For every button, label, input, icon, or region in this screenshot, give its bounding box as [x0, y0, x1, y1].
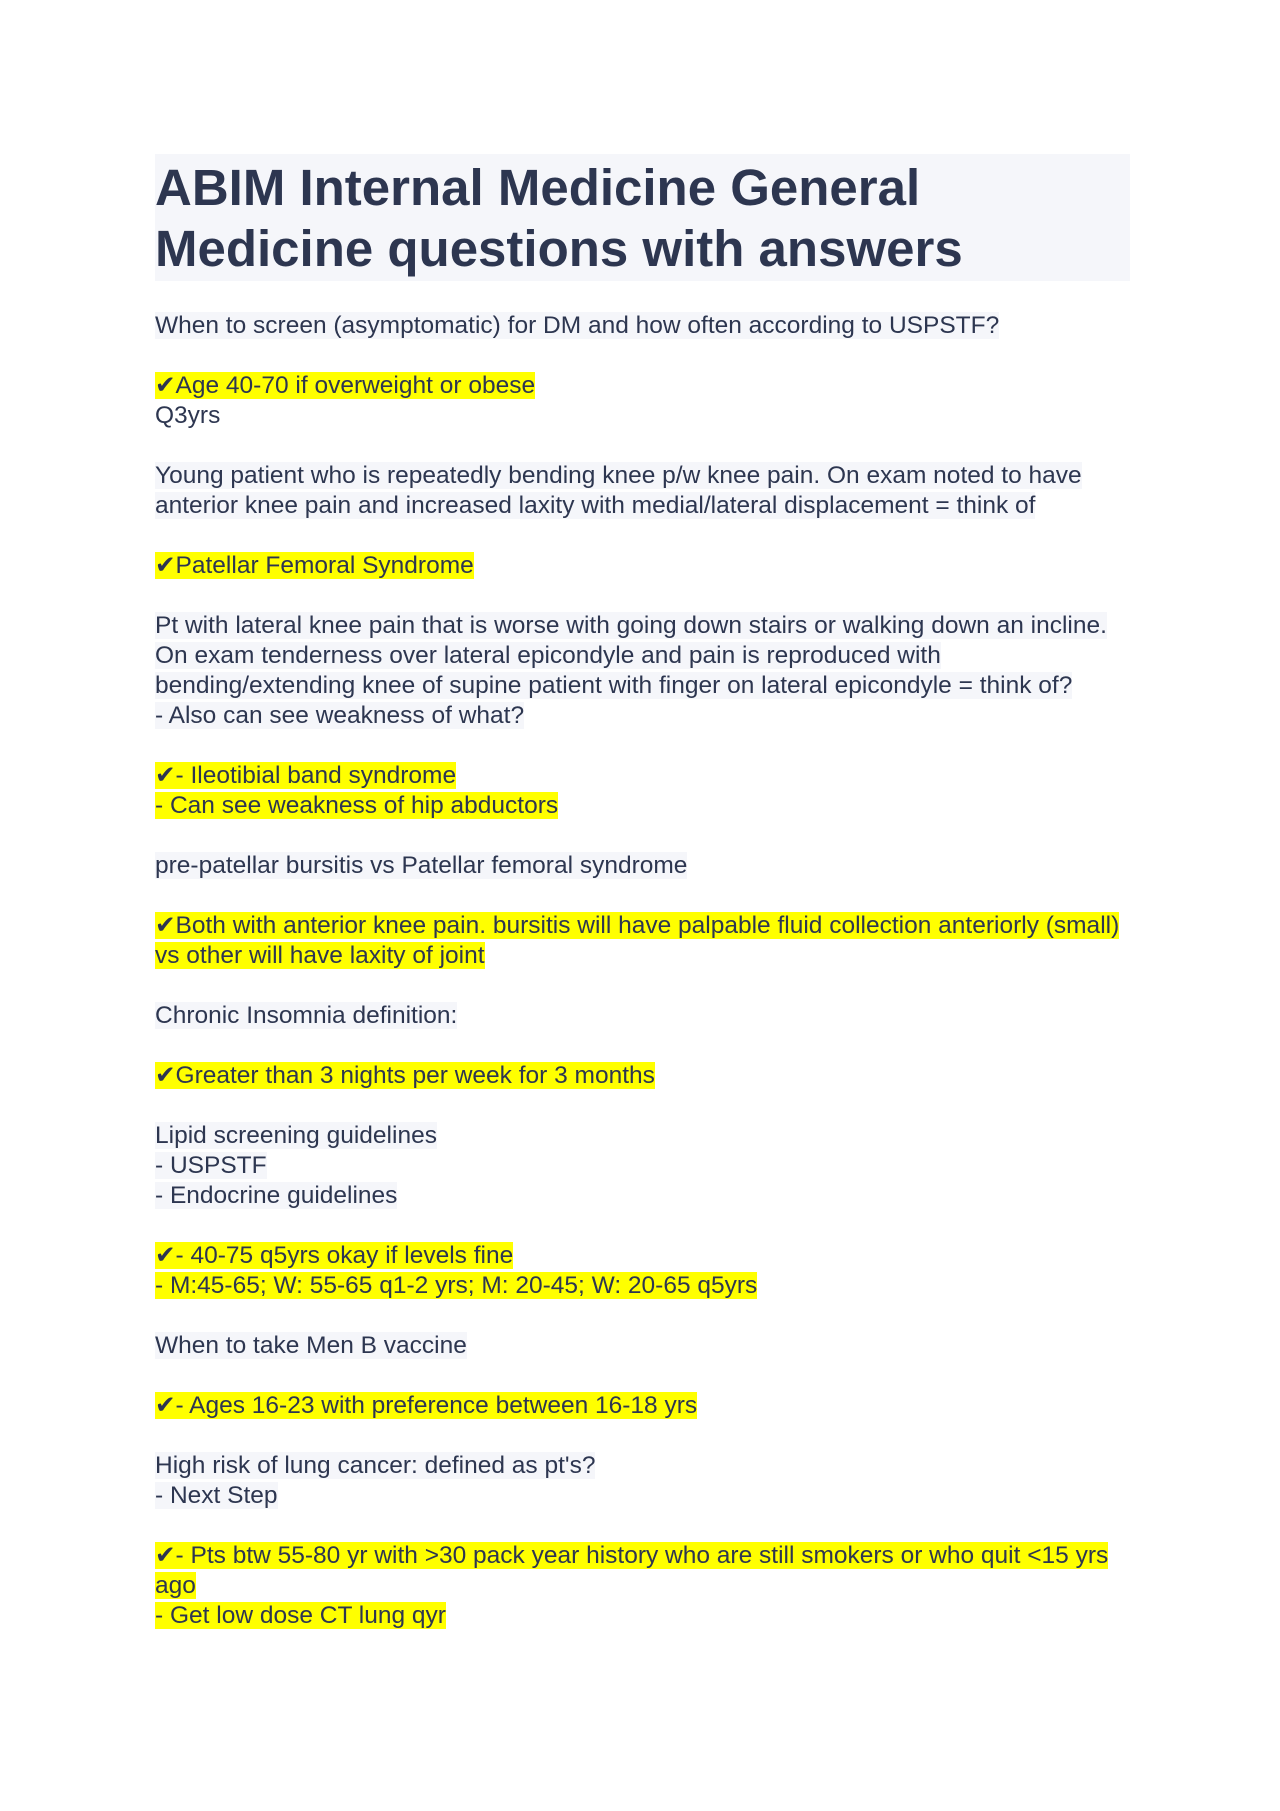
answer	[155, 1391, 1130, 1421]
question	[155, 851, 1130, 881]
answer-text: ✔- Pts btw 55-80 yr with >30 pack year history who are still smokers or who quit <15 yrs ago	[155, 1542, 1109, 1599]
question	[155, 1001, 1130, 1031]
answer-text: - M:45-65; W: 55-65 q1-2 yrs; M: 20-45; W: 20-65 q5yrs	[155, 1272, 758, 1299]
answer-text: Q3yrs	[155, 402, 221, 429]
answer-text: ✔- 40-75 q5yrs okay if levels fine	[155, 1242, 514, 1269]
question	[155, 461, 1130, 521]
answer-text: - Get low dose CT lung qyr	[155, 1602, 446, 1629]
question-text: Chronic Insomnia definition:	[155, 1002, 458, 1029]
question-text: - USPSTF	[155, 1152, 267, 1179]
answer	[155, 1241, 1130, 1301]
qa-list	[155, 311, 1130, 1631]
question-text: - Also can see weakness of what?	[155, 702, 525, 729]
question	[155, 1331, 1130, 1361]
question-text: When to take Men B vaccine	[155, 1332, 467, 1359]
answer-text: ✔Both with anterior knee pain. bursitis will have palpable fluid collection anteriorly (small) vs other will have laxity of joint	[155, 912, 1120, 969]
document-content	[155, 154, 1130, 1661]
question-text: When to screen (asymptomatic) for DM and how often according to USPSTF?	[155, 312, 1000, 339]
question	[155, 311, 1130, 341]
question	[155, 611, 1130, 731]
question-text: - Next Step	[155, 1482, 278, 1509]
question-text: pre-patellar bursitis vs Patellar femoral syndrome	[155, 852, 688, 879]
answer-text: ✔- Ages 16-23 with preference between 16-18 yrs	[155, 1392, 698, 1419]
question-text: Pt with lateral knee pain that is worse with going down stairs or walking down an incline. On exam tenderness over lateral epicondyle and pain is reproduced with bending/extending knee of supine patient with finger on lateral epicondyle = think of?	[155, 612, 1107, 699]
question	[155, 1451, 1130, 1511]
answer	[155, 761, 1130, 821]
question-text: Lipid screening guidelines	[155, 1122, 437, 1149]
answer-text: ✔Greater than 3 nights per week for 3 months	[155, 1062, 655, 1089]
answer-text: ✔Patellar Femoral Syndrome	[155, 552, 474, 579]
question-text: - Endocrine guidelines	[155, 1182, 398, 1209]
answer-text: ✔Age 40-70 if overweight or obese	[155, 372, 536, 399]
answer	[155, 1541, 1130, 1631]
document-title: ABIM Internal Medicine General Medicine questions with answers	[155, 154, 1130, 281]
answer	[155, 911, 1130, 971]
answer-text: ✔- Ileotibial band syndrome	[155, 762, 457, 789]
answer-text: - Can see weakness of hip abductors	[155, 792, 559, 819]
question-text: High risk of lung cancer: defined as pt's?	[155, 1452, 596, 1479]
answer	[155, 371, 1130, 431]
answer	[155, 551, 1130, 581]
question-text: Young patient who is repeatedly bending knee p/w knee pain. On exam noted to have anterior knee pain and increased laxity with medial/lateral displacement = think of	[155, 462, 1082, 519]
question	[155, 1121, 1130, 1211]
answer	[155, 1061, 1130, 1091]
